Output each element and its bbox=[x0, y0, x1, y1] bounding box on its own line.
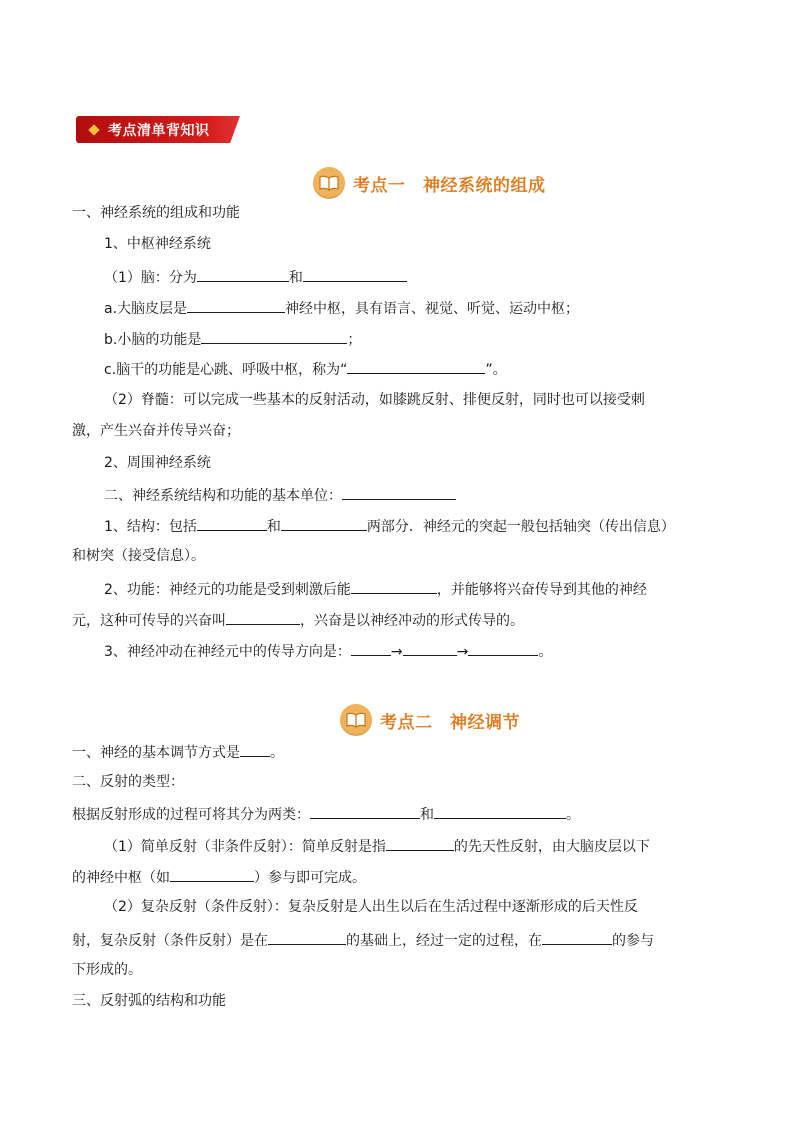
s2-heading-2: 二、反射的类型： bbox=[72, 774, 184, 790]
text: 的神经中枢（如 bbox=[72, 870, 170, 886]
answer-blank[interactable] bbox=[342, 484, 456, 500]
text: ”。 bbox=[485, 362, 507, 378]
s1-heading-1: 一、神经系统的组成和功能 bbox=[72, 205, 240, 221]
section-banner bbox=[76, 116, 240, 143]
text: ，兴奋是以神经冲动的形式传导的。 bbox=[300, 613, 524, 629]
answer-blank[interactable] bbox=[268, 929, 346, 945]
answer-blank[interactable] bbox=[201, 328, 347, 344]
s2-line-1 bbox=[72, 803, 580, 825]
answer-blank[interactable] bbox=[542, 929, 612, 945]
text: 两部分．神经元的突起一般包括轴突（传出信息） bbox=[366, 519, 675, 535]
text: 。 bbox=[538, 644, 553, 660]
open-book-icon bbox=[340, 704, 372, 736]
banner-title: 考点清单背知识 bbox=[108, 122, 210, 139]
s1-line-13 bbox=[104, 640, 552, 662]
s1-line-6: （2）脊髓：可以完成一些基本的反射活动，如膝跳反射、排便反射，同时也可以接受刺 bbox=[104, 392, 645, 408]
text: 3、神经冲动在神经元中的传导方向是： bbox=[104, 644, 351, 660]
answer-blank[interactable] bbox=[281, 515, 367, 531]
answer-blank[interactable] bbox=[386, 835, 454, 851]
s1-heading-2 bbox=[104, 484, 456, 506]
s2-line-6: 下形成的。 bbox=[72, 962, 142, 978]
s1-line-11 bbox=[104, 578, 647, 600]
s1-line-5 bbox=[104, 358, 507, 380]
s1-line-2 bbox=[104, 266, 407, 288]
text: 和 bbox=[420, 807, 434, 823]
answer-blank[interactable] bbox=[197, 515, 267, 531]
text: b.小脑的功能是 bbox=[104, 332, 202, 348]
arrow-icon: → bbox=[456, 644, 469, 660]
answer-blank[interactable] bbox=[468, 640, 538, 656]
section1-heading bbox=[313, 165, 546, 201]
text: a.大脑皮层是 bbox=[104, 301, 188, 317]
text: ）参与即可完成。 bbox=[254, 870, 366, 886]
text: 的参与 bbox=[612, 933, 654, 949]
open-book-icon bbox=[313, 167, 345, 199]
answer-blank[interactable] bbox=[403, 640, 457, 656]
s2-heading-1 bbox=[72, 741, 284, 763]
text: 和 bbox=[288, 270, 303, 286]
text: ； bbox=[347, 332, 362, 348]
answer-blank[interactable] bbox=[187, 297, 285, 313]
answer-blank[interactable] bbox=[351, 578, 437, 594]
text: （1）脑：分为 bbox=[104, 270, 197, 286]
text: 元，这种可传导的兴奋叫 bbox=[72, 613, 226, 629]
answer-blank[interactable] bbox=[347, 358, 485, 374]
answer-blank[interactable] bbox=[351, 640, 391, 656]
text: 神经中枢，具有语言、视觉、听觉、运动中枢； bbox=[285, 301, 580, 317]
answer-blank[interactable] bbox=[303, 266, 407, 282]
section2-heading bbox=[340, 702, 520, 738]
answer-blank[interactable] bbox=[197, 266, 289, 282]
text: 射，复杂反射（条件反射）是在 bbox=[72, 933, 268, 949]
s1-line-12 bbox=[72, 609, 524, 631]
s1-line-7: 激，产生兴奋并传导兴奋； bbox=[72, 423, 240, 439]
answer-blank[interactable] bbox=[226, 609, 300, 625]
s2-line-4: （2）复杂反射（条件反射）：复杂反射是人出生以后在生活过程中逐渐形成的后天性反 bbox=[104, 899, 638, 915]
text: 一、神经的基本调节方式是 bbox=[72, 745, 240, 761]
text: 的先天性反射，由大脑皮层以下 bbox=[453, 839, 650, 855]
s1-line-4 bbox=[104, 328, 361, 350]
answer-blank[interactable] bbox=[310, 803, 420, 819]
answer-blank[interactable] bbox=[434, 803, 566, 819]
s1-line-1: 1、中枢神经系统 bbox=[104, 236, 211, 252]
s1-line-3 bbox=[104, 297, 579, 319]
s1-line-9 bbox=[104, 515, 675, 537]
text: c.脑干的功能是心跳、呼吸中枢，称为“ bbox=[104, 362, 348, 378]
section1-title: 考点一 神经系统的组成 bbox=[353, 175, 546, 196]
text: 根据反射形成的过程可将其分为两类： bbox=[72, 807, 310, 823]
arrow-icon: → bbox=[390, 644, 403, 660]
text: 。 bbox=[566, 807, 580, 823]
section2-title: 考点二 神经调节 bbox=[380, 712, 520, 733]
text: 的基础上，经过一定的过程，在 bbox=[346, 933, 542, 949]
s2-line-2 bbox=[104, 835, 650, 857]
answer-blank[interactable] bbox=[240, 741, 270, 757]
text: 。 bbox=[270, 745, 284, 761]
s1-line-10: 和树突（接受信息）。 bbox=[72, 548, 205, 564]
answer-blank[interactable] bbox=[170, 866, 254, 882]
text: 二、神经系统结构和功能的基本单位： bbox=[104, 488, 342, 504]
text: 1、结构：包括 bbox=[104, 519, 197, 535]
s2-line-3 bbox=[72, 866, 366, 888]
s2-heading-3: 三、反射弧的结构和功能 bbox=[72, 993, 226, 1009]
s1-line-8: 2、周围神经系统 bbox=[104, 455, 211, 471]
s2-line-5 bbox=[72, 929, 654, 951]
text: 和 bbox=[266, 519, 281, 535]
text: （1）简单反射（非条件反射）：简单反射是指 bbox=[104, 839, 386, 855]
text: 2、功能：神经元的功能是受到刺激后能 bbox=[104, 582, 351, 598]
text: ，并能够将兴奋传导到其他的神经 bbox=[436, 582, 647, 598]
